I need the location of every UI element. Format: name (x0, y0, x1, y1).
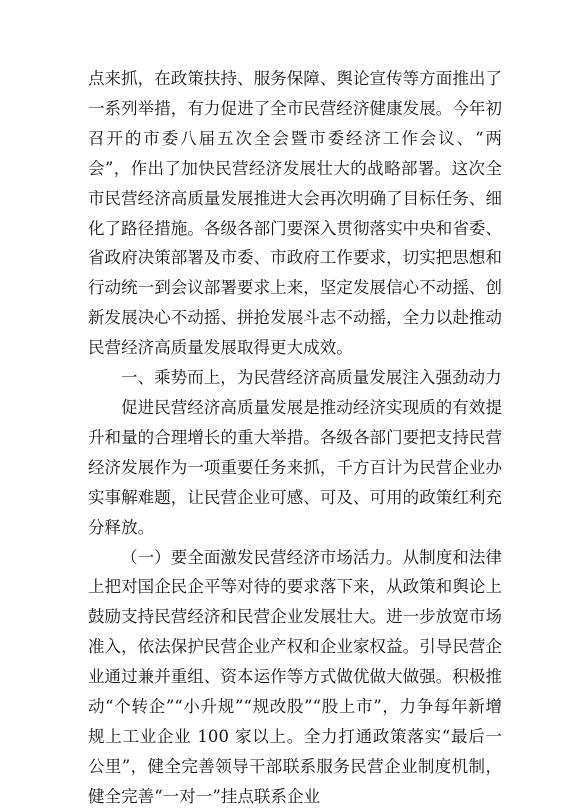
paragraph-1: 点来抓，在政策扶持、服务保障、舆论宣传等方面推出了一系列举措，有力促进了全市民营经济健康发展。今年初召开的市委八届五次全会暨市委经济工作会议、“两会”，作出了加快民营经济发展壮大的战略部署。这次全市民营经济高质量发展推进大会再次明确了目标任务、细化了路径措施。各级各部门要深入贯彻落实中央和省委、省政府决策部署及市委、市政府工作要求，切实把思想和行动统一到会议部署要求上来，坚定发展信心不动摇、创新发展决心不动摇、拼抢发展斗志不动摇，全力以赴推动民营经济高质量发展取得更大成效。 (88, 69, 502, 358)
paragraph-2: 促进民营经济高质量发展是推动经济实现质的有效提升和量的合理增长的重大举措。各级各部门要把支持民营经济发展作为一项重要任务来抓，千方百计为民营企业办实事解难题，让民营企业可感、可及、可用的政策红利充分释放。 (88, 397, 502, 537)
section-heading-1: 一、乘势而上，为民营经济高质量发展注入强劲动力 (121, 368, 502, 388)
paragraph-3: （一）要全面激发民营经济市场活力。从制度和法律上把对国企民企平等对待的要求落下来，从政策和舆论上鼓励支持民营经济和民营企业发展壮大。进一步放宽市场准入，依法保护民营企业产权和企业家权益。引导民营企业通过兼并重组、资本运作等方式做优做大做强。积极推动“个转企”“小升规”“规改股”“股上市”，力争每年新增规上工业企业 100 家以上。全力打通政策落实“最后一公里”，健全完善领导干部联系服务民营企业制度机制，健全完善“一对一”挂点联系企业 (88, 547, 502, 806)
document-body (88, 64, 502, 812)
